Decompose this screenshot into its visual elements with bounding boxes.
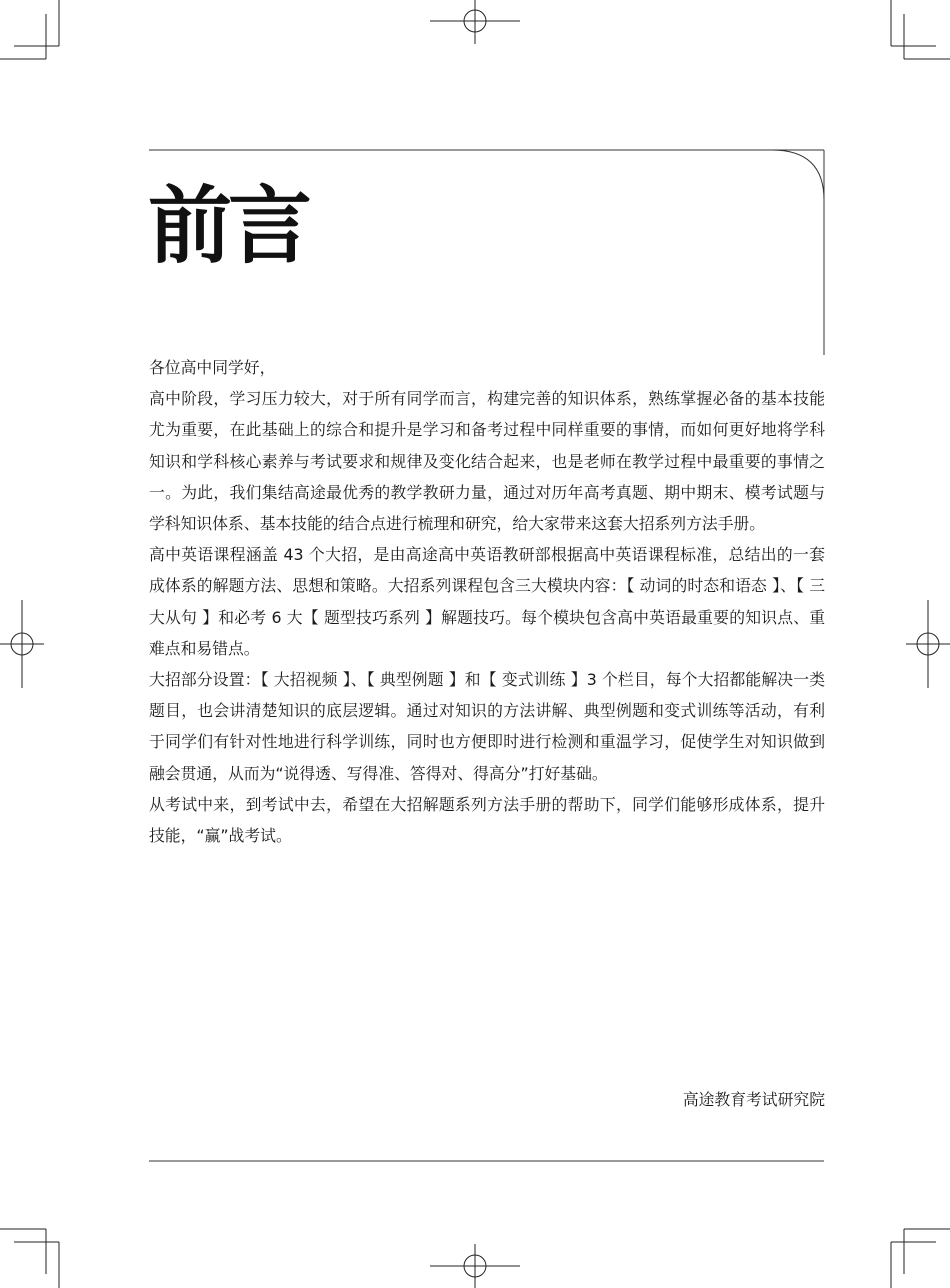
signature: 高途教育考试研究院 [682, 1090, 825, 1109]
header-corner-curve [772, 150, 824, 268]
paragraph-course: 高中英语课程涵盖 43 个大招，是由高途高中英语教研部根据高中英语课程标准，总结出的一套成体系的解题方法、思想和策略。大招系列课程包含三大模块内容：【 动词的时态和语态 】、【 三大从句 】和必考 6 大【 题型技巧系列 】解题技巧。每个模块包含高中英语最重要的知识点、重难点和易错点。 [149, 545, 825, 658]
paragraph-structure: 大招部分设置：【 大招视频 】、【 典型例题 】和【 变式训练 】3 个栏目，每个大招都能解决一类题目，也会讲清楚知识的底层逻辑。通过对知识的方法讲解、典型例题和变式训练等活动，有利于同学们有针对性地进行科学训练，同时也方便即时进行检测和重温学习，促使学生对知识做到融会贯通，从而为“说得透、写得准、答得对、得高分”打好基础。 [149, 670, 825, 783]
paragraph-greeting: 各位高中同学好， [149, 358, 276, 377]
page-title: 前言 [148, 177, 309, 275]
paragraph-intro: 高中阶段，学习压力较大，对于所有同学而言，构建完善的知识体系，熟练掌握必备的基本技能尤为重要，在此基础上的综合和提升是学习和备考过程中同样重要的事情，而如何更好地将学科知识和学科核心素养与考试要求和规律及变化结合起来，也是老师在教学过程中最重要的事情之一。为此，我们集结高途最优秀的教学教研力量，通过对历年高考真题、期中期末、模考试题与学科知识体系、基本技能的结合点进行梳理和研究，给大家带来这套大招系列方法手册。 [149, 389, 825, 534]
paragraph-closing: 从考试中来，到考试中去，希望在大招解题系列方法手册的帮助下，同学们能够形成体系，提升技能，“赢”战考试。 [149, 794, 825, 846]
body-text [149, 352, 825, 851]
